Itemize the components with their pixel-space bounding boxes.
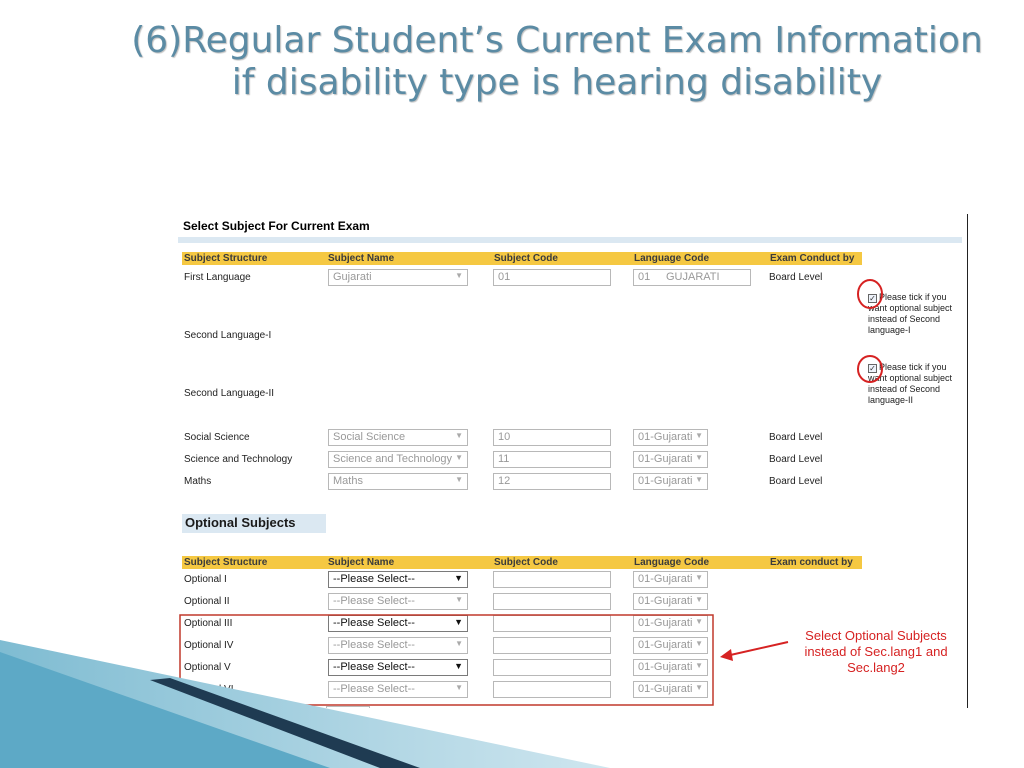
chevron-down-icon: ▼ [455,271,463,280]
chevron-down-icon: ▼ [695,683,703,692]
language-code-select[interactable]: 01-Gujarati ▼ [633,681,708,698]
subject-name-select[interactable]: Maths ▼ [328,473,468,490]
slide-title: (6)Regular Student’s Current Exam Information if disability type is hearing disability [131,20,983,103]
subject-name-select[interactable]: Gujarati ▼ [328,269,468,286]
row-structure: Optional V [184,662,231,673]
language-code-select[interactable]: 01-Gujarati ▼ [633,473,708,490]
chevron-down-icon: ▼ [455,431,463,440]
checkbox-checked-icon: ✓ [869,294,876,303]
optional-subject-select[interactable]: --Please Select-- ▼ [328,637,468,654]
chevron-down-icon: ▼ [455,639,463,648]
row-structure: Maths [184,476,212,487]
language-code-select[interactable]: 01-Gujarati ▼ [633,451,708,468]
optional-subject-select[interactable]: --Please Select-- ▼ [328,593,468,610]
header-subject-code: Subject Code [494,253,558,264]
row-structure: Optional I [184,574,227,585]
chevron-down-icon: ▼ [695,661,703,670]
row-structure: First Language [184,272,251,283]
row-structure: Optional II [184,596,230,607]
decorative-swoosh [0,640,620,768]
language-code-select[interactable]: 01-Gujarati ▼ [633,593,708,610]
header-subject-structure: Subject Structure [184,557,268,568]
checkbox-checked-icon: ✓ [869,364,876,373]
highlight-circle-1 [858,280,882,308]
checkbox-label: Please tick if you want optional subject instead of Second language-II [868,362,953,405]
subject-code-input[interactable]: 01 [493,269,611,286]
header-subject-structure: Subject Structure [184,253,268,264]
optional-subject-select[interactable]: --Please Select-- ▼ [328,681,468,698]
chevron-down-icon: ▼ [455,475,463,484]
exam-conduct-value: Board Level [769,454,823,465]
highlight-circle-2 [858,356,882,382]
subject-code-input[interactable]: 12 [493,473,611,490]
chevron-down-icon: ▼ [454,573,463,583]
exam-conduct-value: Board Level [769,272,823,283]
language-code-select[interactable]: 01-Gujarati ▼ [633,659,708,676]
checkbox-label: Please tick if you want optional subject instead of Second language-I [868,292,953,335]
chevron-down-icon: ▼ [695,639,703,648]
optional-subject-select[interactable]: --Please Select-- ▼ [328,615,468,632]
optional-subjects-title: Optional Subjects [182,514,326,533]
subject-code-input[interactable]: 10 [493,429,611,446]
chevron-down-icon: ▼ [455,453,463,462]
callout-arrow-line [726,642,788,656]
chevron-down-icon: ▼ [695,573,703,582]
chevron-down-icon: ▼ [695,617,703,626]
language-code-select[interactable]: 01-Gujarati ▼ [633,615,708,632]
header-subject-code: Subject Code [494,557,558,568]
header-subject-name: Subject Name [328,253,395,264]
row-structure: Science and Technology [184,454,293,465]
row-structure: Second Language-II [184,388,275,399]
header-language-code: Language Code [634,253,710,264]
chevron-down-icon: ▼ [454,661,463,671]
chevron-down-icon: ▼ [454,617,463,627]
row-structure: Optional III [184,618,233,629]
chevron-down-icon: ▼ [695,595,703,604]
exam-conduct-value: Board Level [769,476,823,487]
header-subject-name: Subject Name [328,557,395,568]
chevron-down-icon: ▼ [695,453,703,462]
row-structure: Social Science [184,432,250,443]
language-code-select[interactable]: 01-Gujarati ▼ [633,429,708,446]
section-title: Select Subject For Current Exam [183,219,370,233]
row-structure: Second Language-I [184,330,272,341]
subject-name-select[interactable]: Social Science ▼ [328,429,468,446]
exam-conduct-value: Board Level [769,432,823,443]
header-exam-conduct: Exam Conduct by [770,253,855,264]
chevron-down-icon: ▼ [695,475,703,484]
callout-text: Select Optional Subjects instead of Sec.lang1 and Sec.lang2 [804,628,948,675]
chevron-down-icon: ▼ [455,683,463,692]
header-language-code: Language Code [634,557,710,568]
language-code-select[interactable]: 01-Gujarati ▼ [633,637,708,654]
chevron-down-icon: ▼ [455,595,463,604]
subject-code-input[interactable]: 11 [493,451,611,468]
language-code-select[interactable]: 01-Gujarati ▼ [633,571,708,588]
optional-subject-select[interactable]: --Please Select-- ▼ [328,571,468,588]
language-code-input[interactable]: 01 GUJARATI [633,269,751,286]
optional-subject-select[interactable]: --Please Select-- ▼ [328,659,468,676]
chevron-down-icon: ▼ [695,431,703,440]
subject-name-select[interactable]: Science and Technology ▼ [328,451,468,468]
callout-arrow-head [720,649,733,661]
header-exam-conduct: Exam conduct by [770,557,853,568]
row-structure: Optional IV [184,640,234,651]
